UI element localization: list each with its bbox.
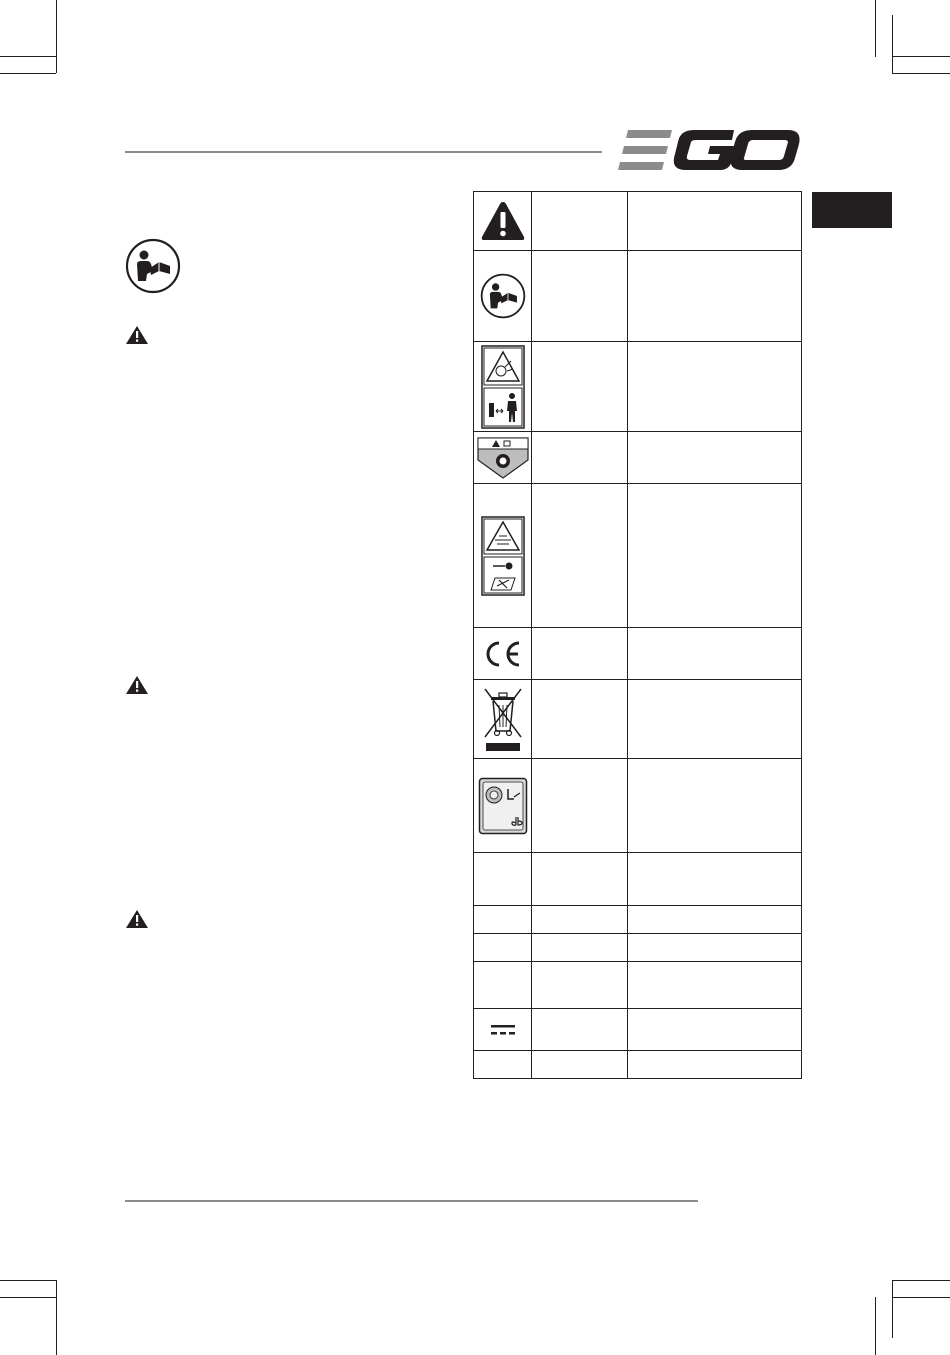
crop-mark-bottom-right-v2 [892,1280,893,1338]
table-row [474,432,802,484]
table-row [474,484,802,628]
language-tab [812,192,892,228]
warning-icon [125,909,149,929]
crop-mark-top-right-v [875,0,876,57]
table-row [474,906,802,934]
eye-protection-label-icon [476,436,530,480]
table-row [474,934,802,962]
ego-logo [616,128,800,172]
symbol-table [473,191,802,1079]
safety-alert-icon [480,200,526,242]
crop-mark-top-left-v [56,0,57,73]
crop-mark-top-left-h2 [0,73,56,74]
table-row [474,1051,802,1079]
crop-mark-bottom-left-h2 [0,1297,56,1298]
crop-mark-bottom-right-h2 [892,1297,950,1298]
header-rule [125,151,602,153]
table-row [474,759,802,853]
crop-mark-bottom-left-v [56,1280,57,1355]
read-manual-icon [125,238,181,294]
crop-mark-bottom-right-h [892,1280,950,1281]
crop-mark-top-left-h [0,56,56,57]
thrown-objects-bystanders-icon [481,345,525,429]
table-row [474,962,802,1009]
direct-current-icon [490,1023,516,1037]
sound-power-level-icon [478,777,528,835]
table-row [474,680,802,759]
crop-mark-bottom-right-v [875,1297,876,1355]
table-row [474,192,802,251]
crop-mark-top-right-h [892,56,950,57]
table-row [474,251,802,342]
crop-mark-bottom-left-h [0,1280,56,1281]
table-row [474,628,802,680]
rotating-blade-disconnect-key-icon [481,516,525,596]
warning-icon [125,675,149,695]
table-row [474,342,802,432]
crop-mark-top-right-v2 [892,15,893,73]
table-row [474,1009,802,1051]
footer-rule [125,1200,698,1202]
read-manual-icon [480,273,526,319]
weee-crossed-bin-icon [481,685,525,753]
ce-mark-icon [483,640,523,668]
warning-icon [125,325,149,345]
table-row [474,853,802,906]
crop-mark-top-right-h2 [892,73,950,74]
